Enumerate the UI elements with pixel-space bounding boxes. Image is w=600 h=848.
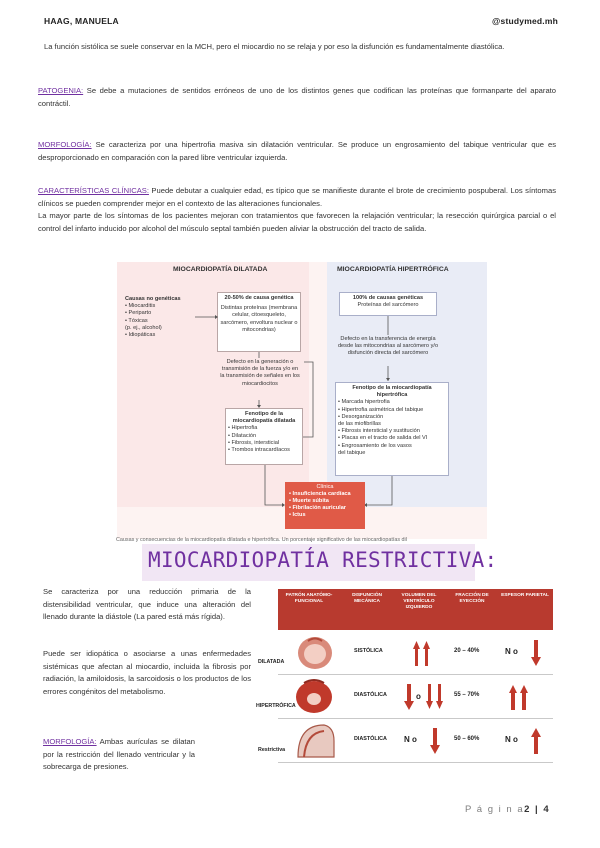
row-fraction: 55 – 70% xyxy=(454,692,480,698)
patogenia-text: Se debe a mutaciones de sentidos erróneos de uno de los distintos genes que codifican las proteínas que formanparte del aparato contráctil. xyxy=(38,86,556,108)
row-fraction: 20 – 40% xyxy=(454,648,480,654)
clinical-item: • Muerte súbita xyxy=(289,498,329,504)
handle: @studymed.mh xyxy=(492,16,558,26)
dilated-phenotype-item: • Hipertrofia xyxy=(228,425,258,432)
dilated-genetic-text: Distintas proteínas (membrana celular, citoesqueleto, sarcómero, envoltura nuclear o mitocondrias) xyxy=(220,305,298,333)
row-wall-prefix: N o xyxy=(505,735,518,744)
clinical-title: Clínica xyxy=(316,484,334,490)
clinical-box xyxy=(285,482,365,529)
row-volume-prefix: N o xyxy=(404,735,417,744)
clinicas-paragraph xyxy=(38,185,556,235)
hypertrophic-phenotype-item: • Placas en el tracto de salida del VI xyxy=(338,435,428,442)
morfologia-paragraph xyxy=(38,139,556,164)
comparison-table xyxy=(258,589,553,764)
restrictiva-paragraph-2: Puede ser idiopática o asociarse a unas enfermedades sistémicas que afectan al miocardio, incluida la fibrosis por radiación, la amiloidosis, la sarcoidosis o los productos de los errores congénitos del metabolismo. xyxy=(43,649,251,696)
nongenetic-item: • Periparto xyxy=(125,310,152,317)
dilated-phenotype-item: • Trombos intracardíacos xyxy=(228,447,290,454)
clinicas-text-2: La mayor parte de los síntomas de los pacientes mejoran con tratamientos que favorecen la relajación ventricular; la resección quirúrgica parcial o el control del infarto inducido por alcohol del músculo septal también pueden aliviar la obstrucción del tracto de salida. xyxy=(38,211,556,233)
row-volume-prefix: o xyxy=(416,692,421,701)
row-dysfunction: DIASTÓLICA xyxy=(354,736,387,742)
table-row xyxy=(278,719,553,763)
clinicas-text: Puede debutar a cualquier edad, es típico que se manifieste durante el brote de crecimiento pospuberal. Los síntomas clínicos se pueden comprender mejor en el contexto de las alteraciones funcionales. xyxy=(38,186,556,208)
heart-dilated-icon xyxy=(294,633,336,671)
table-header-cell: FRACCIÓN DE EYECCIÓN xyxy=(455,593,489,604)
table-header-cell: PATRÓN ANATÓMO-FUNCIONAL xyxy=(285,593,333,604)
hypertrophic-defect: Defecto en la transferencia de energía desde las mitocondrias al sarcómero y/o disfunción directa del sarcómero xyxy=(337,336,439,357)
row-label: HIPERTRÓFICA xyxy=(256,703,296,709)
arrow-down-icon xyxy=(530,639,542,667)
restrictiva-morfologia xyxy=(43,736,195,774)
hypertrophic-genetic-title: 100% de causas genéticas xyxy=(352,295,424,301)
clinical-item: • Insuficiencia cardíaca xyxy=(289,491,351,497)
page-number: 2 | 4 xyxy=(524,804,551,815)
dilated-genetic-title: 20-50% de causa genética xyxy=(224,295,294,301)
arrow-down-double-icon xyxy=(424,683,446,711)
patogenia-paragraph xyxy=(38,85,556,110)
heart-restrictive-icon xyxy=(294,721,336,759)
table-header xyxy=(278,589,553,630)
table-row xyxy=(278,675,553,719)
arrow-down-icon xyxy=(403,683,415,711)
nongenetic-item: (p. ej., alcohol) xyxy=(125,324,162,331)
hypertrophic-phenotype-title: Fenotipo de la miocardiopatía hipertrófica xyxy=(352,385,432,399)
row-label: Restrictiva xyxy=(258,747,286,753)
row-wall-prefix: N o xyxy=(505,647,518,656)
arrow-down-icon xyxy=(429,727,441,755)
nongenetic-item: • Miocarditis xyxy=(125,303,156,310)
dilated-defect: Defecto en la generación o transmisión de la fuerza y/o en la transmisión de señales en los miocardiocitos xyxy=(220,359,300,387)
hypertrophic-phenotype-item: • Desorganización xyxy=(338,413,384,420)
table-header-cell: ESPESOR PARIETAL xyxy=(501,593,549,598)
arrow-up-double-icon xyxy=(411,639,433,667)
intro-paragraph: La función sistólica se suele conservar en la MCH, pero el miocardio no se relaja y por eso la disfunción es fundamentalmente diastólica. xyxy=(44,42,505,51)
clinicas-label: CARACTERÍSTICAS CLÍNICAS: xyxy=(38,186,149,195)
nongenetic-item: • Idiopáticas xyxy=(125,332,156,339)
page-label: P á g i n a xyxy=(465,804,525,815)
restrictiva-morfologia-label: MORFOLOGÍA: xyxy=(43,737,97,746)
dilated-phenotype-item: • Fibrosis, intersticial xyxy=(228,439,280,446)
morfologia-text: Se caracteriza por una hipertrofia masiva sin dilatación ventricular. Se produce un engrosamiento del tabique ventricular que es desproporcionado en comparación con la pared libre ventricular izquierda. xyxy=(38,140,556,162)
heart-hypertrophic-icon xyxy=(292,677,336,715)
hypertrophic-genetic-text: Proteínas del sarcómero xyxy=(357,302,419,309)
row-dysfunction: DIASTÓLICA xyxy=(354,692,387,698)
hypertrophic-phenotype-item: de las miofibrillas xyxy=(338,421,381,428)
hypertrophic-phenotype-item: • Fibrosis intersticial y sustitución xyxy=(338,428,420,435)
restrictiva-title: MIOCARDIOPATÍA RESTRICTIVA: xyxy=(148,548,498,572)
dilated-title: MIOCARDIOPATÍA DILATADA xyxy=(173,266,268,273)
hypertrophic-phenotype-item: • Marcada hipertrofia xyxy=(338,399,390,406)
row-label: DILATADA xyxy=(258,659,285,665)
page-footer xyxy=(465,804,550,815)
clinical-item: • Fibrilación auricular xyxy=(289,505,346,511)
row-dysfunction: SISTÓLICA xyxy=(354,648,383,654)
table-header-cell: VOLUMEN DEL VENTRÍCULO IZQUIERDO xyxy=(401,593,437,610)
arrow-up-double-icon xyxy=(507,683,531,711)
nongenetic-item: • Tóxicas xyxy=(125,317,148,324)
restrictiva-paragraph-1: Se caracteriza por una reducción primaria de la distensibilidad ventricular, que induce una alteración del llenado durante la diástole (La pared está más rígida). xyxy=(43,587,251,621)
hypertrophic-phenotype-item: • Hipertrofia asimétrica del tabique xyxy=(338,406,424,413)
author: HAAG, MANUELA xyxy=(44,16,119,26)
morfologia-label: MORFOLOGÍA: xyxy=(38,140,92,149)
hypertrophic-phenotype-item: • Engrosamiento de los vasos xyxy=(338,442,412,449)
dilated-phenotype-item: • Dilatación xyxy=(228,432,257,439)
hypertrophic-title: MIOCARDIOPATÍA HIPERTRÓFICA xyxy=(337,266,449,273)
row-fraction: 50 – 60% xyxy=(454,736,480,742)
nongenetic-title: Causas no genéticas xyxy=(125,296,181,302)
hypertrophic-phenotype-item: del tabique xyxy=(338,449,366,456)
restrictiva-morfologia-text: Ambas aurículas se dilatan por la restricción del llenado ventricular y la sobrecarga de presiones. xyxy=(43,737,195,771)
table-header-cell: DISFUNCIÓN MECÁNICA xyxy=(352,593,382,604)
table-row xyxy=(278,631,553,675)
arrow-up-icon xyxy=(530,727,542,755)
cardiomyopathy-figure xyxy=(117,262,487,539)
dilated-phenotype-title: Fenotipo de la miocardiopatía dilatada xyxy=(232,411,296,425)
patogenia-label: PATOGENIA: xyxy=(38,86,84,95)
figure-caption: Causas y consecuencias de la miocardiopatía dilatada e hipertrófica. Un porcentaje significativo de las miocardiopatías dil xyxy=(116,537,407,543)
clinical-item: • Ictus xyxy=(289,512,306,518)
